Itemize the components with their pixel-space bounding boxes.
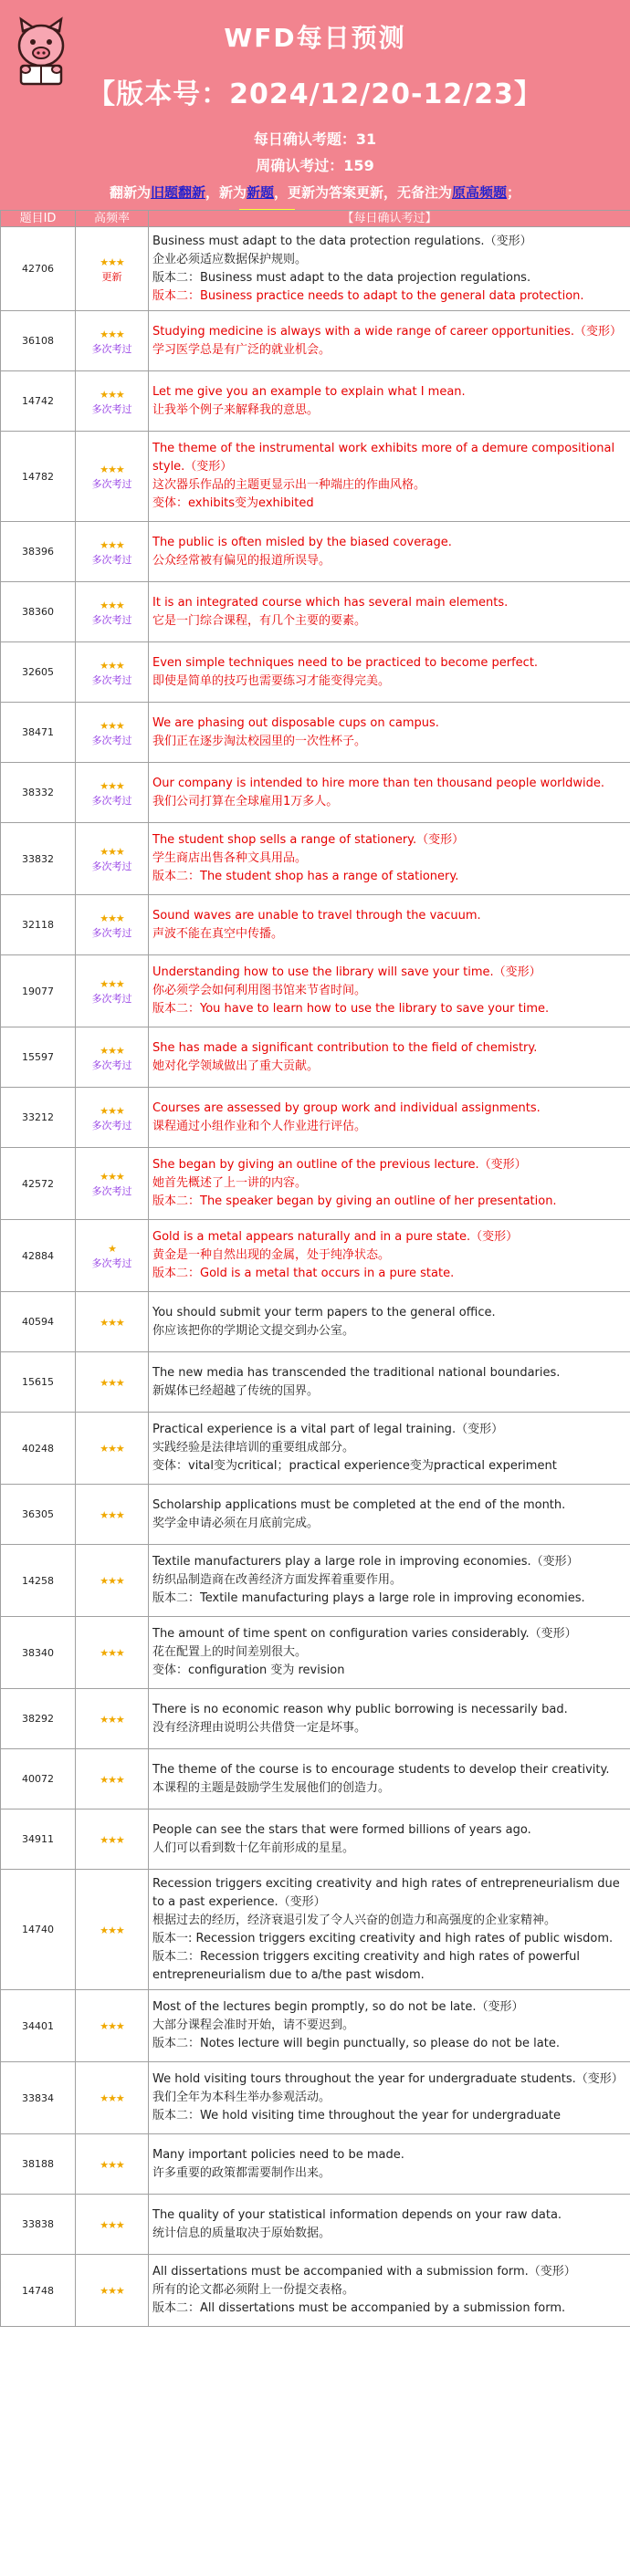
legend-old-renewed: 旧题翻新 [150, 184, 205, 201]
question-id: 33832 [1, 823, 76, 895]
star-rating-icon: ★★★ [100, 1171, 124, 1183]
sentence-line: People can see the stars that were formed billions of years ago. [152, 1822, 531, 1837]
table-row [1, 1292, 630, 1352]
sentence-line: 版本一: Recession triggers exciting creativity and high rates of public wisdom. [152, 1931, 614, 1945]
frequency-cell [76, 1088, 149, 1148]
table-row [1, 1617, 630, 1689]
header-banner [0, 0, 630, 210]
frequency-cell [76, 2062, 149, 2134]
sentence-line: She has made a significant contribution to the field of chemistry. [152, 1040, 538, 1055]
table-row [1, 1485, 630, 1545]
status-badge: 多次考过 [91, 1119, 132, 1132]
sentence-line: 课程通过小组作业和个人作业进行评估。 [152, 1119, 367, 1133]
sentence-line: Let me give you an example to explain what I mean. [152, 384, 466, 399]
status-badge: 更新 [101, 270, 122, 283]
status-badge: 多次考过 [91, 734, 132, 746]
sentence-line: 没有经济理由说明公共借贷一定是坏事。 [152, 1720, 367, 1735]
legend-original-frequent: 原高频题 [452, 184, 508, 201]
sentence-line: You should submit your term papers to the general office. [152, 1305, 496, 1319]
status-badge: 多次考过 [91, 794, 132, 807]
question-id: 38332 [1, 763, 76, 823]
frequency-cell [76, 1870, 149, 1990]
question-id: 38360 [1, 582, 76, 642]
sentence-cell [149, 1413, 630, 1485]
frequency-cell [76, 1413, 149, 1485]
sentence-line: The theme of the instrumental work exhibits more of a demure compositional style.（变形） [152, 442, 615, 474]
frequency-cell [76, 432, 149, 522]
question-id: 15615 [1, 1352, 76, 1413]
star-rating-icon: ★★★ [100, 1773, 124, 1786]
sentence-line: 纺织品制造商在改善经济方面发挥着重要作用。 [152, 1573, 403, 1587]
sentence-line: She began by giving an outline of the previous lecture.（变形） [152, 1158, 527, 1172]
table-row [1, 895, 630, 955]
sentence-line: 版本二：Business practice needs to adapt to the general data protection. [152, 288, 584, 303]
sentence-cell [149, 582, 630, 642]
frequency-cell [76, 2255, 149, 2327]
frequency-cell [76, 1749, 149, 1809]
table-row [1, 2062, 630, 2134]
sentence-line: Understanding how to use the library will save your time.（变形） [152, 965, 541, 979]
star-rating-icon: ★★★ [100, 1508, 124, 1521]
sentence-cell [149, 1990, 630, 2062]
table-header-row [1, 211, 630, 227]
status-badge: 多次考过 [91, 553, 132, 566]
frequency-cell [76, 2195, 149, 2255]
sentence-line: 版本二：You have to learn how to use the library to save your time. [152, 1002, 550, 1016]
table-row [1, 522, 630, 582]
question-id: 38471 [1, 703, 76, 763]
frequency-cell [76, 1809, 149, 1870]
sentence-cell [149, 1485, 630, 1545]
legend-new: 新题 [246, 184, 274, 201]
star-rating-icon: ★★★ [100, 256, 124, 268]
star-rating-icon: ★★★ [100, 912, 124, 924]
sentence-cell [149, 1809, 630, 1870]
question-id: 36305 [1, 1485, 76, 1545]
frequency-cell [76, 1990, 149, 2062]
sentence-line: 实践经验是法律培训的重要组成部分。 [152, 1441, 355, 1455]
sentence-line: 变体：configuration 变为 revision [152, 1663, 345, 1677]
sentence-line: Textile manufacturers play a large role in improving economies.（变形） [152, 1555, 579, 1569]
sentence-line: 大部分课程会准时开始，请不要迟到。 [152, 2018, 355, 2032]
legend-line [0, 183, 630, 202]
sentence-cell [149, 1148, 630, 1220]
sentence-cell [149, 1088, 630, 1148]
sentence-cell [149, 311, 630, 371]
sentence-cell [149, 703, 630, 763]
status-badge: 多次考过 [91, 342, 132, 355]
sentence-cell [149, 763, 630, 823]
sentence-line: Many important policies need to be made. [152, 2147, 404, 2162]
frequency-cell [76, 1352, 149, 1413]
sentence-cell [149, 823, 630, 895]
sentence-line: We are phasing out disposable cups on campus. [152, 715, 439, 730]
question-id: 42572 [1, 1148, 76, 1220]
sentence-cell [149, 1617, 630, 1689]
status-badge: 多次考过 [91, 860, 132, 872]
question-id: 38396 [1, 522, 76, 582]
frequency-cell [76, 642, 149, 703]
question-id: 19077 [1, 955, 76, 1027]
star-rating-icon: ★★★ [100, 599, 124, 611]
status-badge: 多次考过 [91, 613, 132, 626]
sentence-cell [149, 1220, 630, 1292]
sentence-line: 黄金是一种自然出现的金属，处于纯净状态。 [152, 1248, 391, 1262]
sentence-line: 它是一门综合课程，有几个主要的要素。 [152, 613, 367, 628]
table-row [1, 1352, 630, 1413]
sentence-line: 版本二：We hold visiting time throughout the year for undergraduate [152, 2109, 562, 2122]
sentence-line: Scholarship applications must be completed at the end of the month. [152, 1497, 566, 1512]
pig-mascot-icon [13, 15, 69, 89]
sentence-cell [149, 642, 630, 703]
sentence-line: 根据过去的经历，经济衰退引发了令人兴奋的创造力和高强度的企业家精神。 [152, 1913, 557, 1927]
sentence-line: Even simple techniques need to be practiced to become perfect. [152, 655, 539, 670]
sentence-line: 版本二：The student shop has a range of stationery. [152, 870, 459, 883]
sentence-line: 本课程的主题是鼓励学生发展他们的创造力。 [152, 1780, 391, 1795]
frequency-cell [76, 895, 149, 955]
sentence-cell [149, 1352, 630, 1413]
sentence-line: 我们正在逐步淘汰校园里的一次性杯子。 [152, 734, 367, 748]
question-id: 32605 [1, 642, 76, 703]
sentence-line: The student shop sells a range of stationery.（变形） [152, 833, 465, 847]
frequency-cell [76, 227, 149, 311]
status-badge: 多次考过 [91, 926, 132, 939]
star-rating-icon: ★★★ [100, 2218, 124, 2231]
sentence-line: Recession triggers exciting creativity and high rates of entrepreneurialism due to a past experience.（变形） [152, 1876, 620, 1909]
sentence-line: 我们全年为本科生举办参观活动。 [152, 2091, 331, 2104]
frequency-cell [76, 1689, 149, 1749]
star-rating-icon: ★★★ [100, 538, 124, 551]
question-id: 14258 [1, 1545, 76, 1617]
question-id: 40594 [1, 1292, 76, 1352]
sentence-line: 许多重要的政策都需要制作出来。 [152, 2165, 331, 2180]
table-row [1, 763, 630, 823]
star-rating-icon: ★★★ [100, 328, 124, 340]
column-header-frequency: 高频率 [76, 211, 149, 227]
table-row [1, 371, 630, 432]
question-id: 34911 [1, 1809, 76, 1870]
sentence-line: 你应该把你的学期论文提交到办公室。 [152, 1323, 355, 1338]
page-title: WFD每日预测 [224, 23, 406, 53]
sentence-line: 你必须学会如何利用图书馆来节省时间。 [152, 984, 367, 997]
sentence-line: Courses are assessed by group work and individual assignments. [152, 1100, 541, 1115]
sentence-line: Business must adapt to the data protection regulations.（变形） [152, 234, 532, 248]
frequency-cell [76, 1292, 149, 1352]
sentence-line: 我们公司打算在全球雇用1万多人。 [152, 794, 339, 808]
question-id: 32118 [1, 895, 76, 955]
sentence-line: 新媒体已经超越了传统的国界。 [152, 1383, 320, 1398]
status-badge: 多次考过 [91, 1185, 132, 1197]
sentence-line: The amount of time spent on configuration varies considerably.（变形） [152, 1627, 577, 1641]
sentence-line: 人们可以看到数十亿年前形成的星星。 [152, 1841, 355, 1855]
version-label: 【版本号：2024/12/20-12/23】 [88, 78, 542, 110]
sentence-cell [149, 432, 630, 522]
sentence-line: 她对化学领域做出了重大贡献。 [152, 1059, 320, 1073]
frequency-cell [76, 703, 149, 763]
sentence-line: 版本二：Textile manufacturing plays a large role in improving economies. [152, 1591, 585, 1605]
sentence-line: Most of the lectures begin promptly, so do not be late.（变形） [152, 2000, 524, 2014]
sentence-line: Our company is intended to hire more than ten thousand people worldwide. [152, 776, 605, 790]
question-id: 42884 [1, 1220, 76, 1292]
legend-red-marker [239, 209, 294, 210]
table-row [1, 432, 630, 522]
star-rating-icon: ★★★ [100, 1575, 124, 1587]
sentence-line: 学生商店出售各种文具用品。 [152, 851, 308, 865]
star-rating-icon: ★★★ [100, 719, 124, 732]
table-row [1, 1545, 630, 1617]
sentence-line: 版本二：Notes lecture will begin punctually, so please do not be late. [152, 2037, 560, 2050]
sentence-line: It is an integrated course which has several main elements. [152, 595, 509, 610]
question-id: 14742 [1, 371, 76, 432]
frequency-cell [76, 1617, 149, 1689]
question-id: 38188 [1, 2134, 76, 2195]
sentence-line: 企业必须适应数据保护规则。 [152, 252, 308, 266]
frequency-cell [76, 1220, 149, 1292]
frequency-cell [76, 311, 149, 371]
status-badge: 多次考过 [91, 673, 132, 686]
sentence-line: 花在配置上的时间差别很大。 [152, 1645, 308, 1659]
frequency-cell [76, 371, 149, 432]
star-rating-icon: ★★★ [100, 659, 124, 672]
table-row [1, 1749, 630, 1809]
table-row [1, 642, 630, 703]
frequency-cell [76, 582, 149, 642]
question-id: 14740 [1, 1870, 76, 1990]
sentence-cell [149, 2255, 630, 2327]
sentence-line: 声波不能在真空中传播。 [152, 926, 284, 941]
sentence-cell [149, 955, 630, 1027]
column-header-content: 【每日确认考过】 [149, 211, 630, 227]
sentence-line: 变体：vital变为critical；practical experience变为practical experiment [152, 1459, 557, 1473]
sentence-line: 变体：exhibits变为exhibited [152, 496, 314, 510]
star-rating-icon: ★★★ [100, 978, 124, 990]
sentence-line: The new media has transcended the traditional national boundaries. [152, 1365, 561, 1380]
legend-red-line [0, 207, 630, 210]
sentence-line: 让我举个例子来解释我的意思。 [152, 402, 320, 417]
legend-text: ，更新为答案更新，无备注为 [274, 184, 453, 201]
sentence-line: 这次器乐作品的主题更显示出一种端庄的作曲风格。 [152, 478, 426, 492]
star-rating-icon: ★★★ [100, 779, 124, 792]
frequency-cell [76, 1485, 149, 1545]
sentence-cell [149, 1870, 630, 1990]
star-rating-icon: ★★★ [100, 1316, 124, 1329]
legend-red-suffix [295, 209, 391, 210]
star-rating-icon: ★★★ [100, 1104, 124, 1117]
questions-table [0, 210, 630, 2327]
star-rating-icon: ★★★ [100, 1376, 124, 1389]
sentence-cell [149, 2062, 630, 2134]
star-rating-icon: ★★★ [100, 1044, 124, 1057]
star-rating-icon: ★★★ [100, 2158, 124, 2171]
sentence-line: The theme of the course is to encourage students to develop their creativity. [152, 1762, 610, 1777]
frequency-cell [76, 2134, 149, 2195]
sentence-line: 学习医学总是有广泛的就业机会。 [152, 342, 331, 357]
sentence-cell [149, 1292, 630, 1352]
sentence-line: The public is often misled by the biased coverage. [152, 535, 452, 549]
sentence-line: There is no economic reason why public borrowing is necessarily bad. [152, 1702, 568, 1716]
table-row [1, 1088, 630, 1148]
sentence-cell [149, 371, 630, 432]
question-id: 33834 [1, 2062, 76, 2134]
frequency-cell [76, 1027, 149, 1088]
star-rating-icon: ★★★ [100, 1924, 124, 1936]
status-badge: 多次考过 [91, 1257, 132, 1269]
column-header-id: 题目ID [1, 211, 76, 227]
frequency-cell [76, 823, 149, 895]
star-rating-icon: ★★★ [100, 2285, 124, 2297]
star-rating-icon: ★ [108, 1243, 116, 1255]
sentence-line: The quality of your statistical information depends on your raw data. [152, 2207, 562, 2222]
table-row [1, 2255, 630, 2327]
table-row [1, 1809, 630, 1870]
question-id: 34401 [1, 1990, 76, 2062]
table-row [1, 311, 630, 371]
frequency-cell [76, 522, 149, 582]
sentence-cell [149, 522, 630, 582]
star-rating-icon: ★★★ [100, 2020, 124, 2032]
star-rating-icon: ★★★ [100, 464, 124, 475]
star-rating-icon: ★★★ [100, 1713, 124, 1726]
sentence-line: 版本二：Recession triggers exciting creativity and high rates of powerful entrepreneurialism due to a/the past wisdom. [152, 1949, 580, 1982]
sentence-line: Practical experience is a vital part of legal training.（变形） [152, 1423, 504, 1436]
star-rating-icon: ★★★ [100, 1647, 124, 1659]
sentence-line: We hold visiting tours throughout the year for undergraduate students.（变形） [152, 2072, 624, 2086]
sentence-line: Studying medicine is always with a wide range of career opportunities.（变形） [152, 324, 622, 339]
star-rating-icon: ★★★ [100, 846, 124, 858]
weekly-confirm-count: 周确认考过：159 [256, 157, 374, 174]
frequency-cell [76, 763, 149, 823]
table-row [1, 582, 630, 642]
question-id: 40248 [1, 1413, 76, 1485]
table-row [1, 1990, 630, 2062]
sentence-cell [149, 2195, 630, 2255]
sentence-cell [149, 1545, 630, 1617]
sentence-line: 她首先概述了上一讲的内容。 [152, 1176, 308, 1190]
sentence-line: 版本二：All dissertations must be accompanied by a submission form. [152, 2301, 566, 2315]
status-badge: 多次考过 [91, 478, 132, 490]
sentence-line: Sound waves are unable to travel through the vacuum. [152, 908, 481, 923]
legend-text: ，新为 [205, 184, 247, 201]
sentence-line: 统计信息的质量取决于原始数据。 [152, 2226, 331, 2240]
daily-confirm-count: 每日确认考题：31 [253, 130, 377, 148]
sentence-line: 所有的论文都必须附上一份提交表格。 [152, 2283, 355, 2297]
question-id: 38340 [1, 1617, 76, 1689]
sentence-line: All dissertations must be accompanied with a submission form.（变形） [152, 2265, 576, 2279]
star-rating-icon: ★★★ [100, 2092, 124, 2104]
star-rating-icon: ★★★ [100, 1443, 124, 1455]
sentence-line: 版本二：The speaker began by giving an outline of her presentation. [152, 1194, 557, 1208]
frequency-cell [76, 1545, 149, 1617]
table-row [1, 703, 630, 763]
frequency-cell [76, 955, 149, 1027]
table-row [1, 1027, 630, 1088]
sentence-cell [149, 2134, 630, 2195]
sentence-cell [149, 1749, 630, 1809]
table-row [1, 227, 630, 311]
question-id: 15597 [1, 1027, 76, 1088]
table-row [1, 2134, 630, 2195]
sentence-line: 奖学金申请必须在月底前完成。 [152, 1516, 320, 1530]
sentence-cell [149, 895, 630, 955]
status-badge: 多次考过 [91, 402, 132, 415]
table-row [1, 823, 630, 895]
sentence-line: 即使是简单的技巧也需要练习才能变得完美。 [152, 673, 391, 688]
table-row [1, 1413, 630, 1485]
table-row [1, 955, 630, 1027]
question-id: 33212 [1, 1088, 76, 1148]
question-id: 36108 [1, 311, 76, 371]
sentence-line: 版本二：Business must adapt to the data projection regulations. [152, 270, 531, 285]
star-rating-icon: ★★★ [100, 1833, 124, 1846]
sentence-line: Gold is a metal appears naturally and in a pure state.（变形） [152, 1230, 519, 1244]
sentence-cell [149, 1027, 630, 1088]
question-id: 14748 [1, 2255, 76, 2327]
status-badge: 多次考过 [91, 993, 132, 1005]
star-rating-icon: ★★★ [100, 388, 124, 401]
question-id: 40072 [1, 1749, 76, 1809]
sentence-line: 版本二：Gold is a metal that occurs in a pure state. [152, 1267, 455, 1280]
sentence-line: 公众经常被有偏见的报道所误导。 [152, 553, 331, 568]
table-row [1, 1148, 630, 1220]
question-id: 14782 [1, 432, 76, 522]
question-id: 33838 [1, 2195, 76, 2255]
question-id: 38292 [1, 1689, 76, 1749]
sentence-cell [149, 1689, 630, 1749]
legend-text: 翻新为 [109, 184, 151, 201]
status-badge: 多次考过 [91, 1059, 132, 1071]
table-row [1, 1220, 630, 1292]
sentence-cell [149, 227, 630, 311]
frequency-cell [76, 1148, 149, 1220]
table-row [1, 1689, 630, 1749]
question-id: 42706 [1, 227, 76, 311]
legend-text: ； [507, 184, 521, 201]
table-row [1, 2195, 630, 2255]
table-row [1, 1870, 630, 1990]
